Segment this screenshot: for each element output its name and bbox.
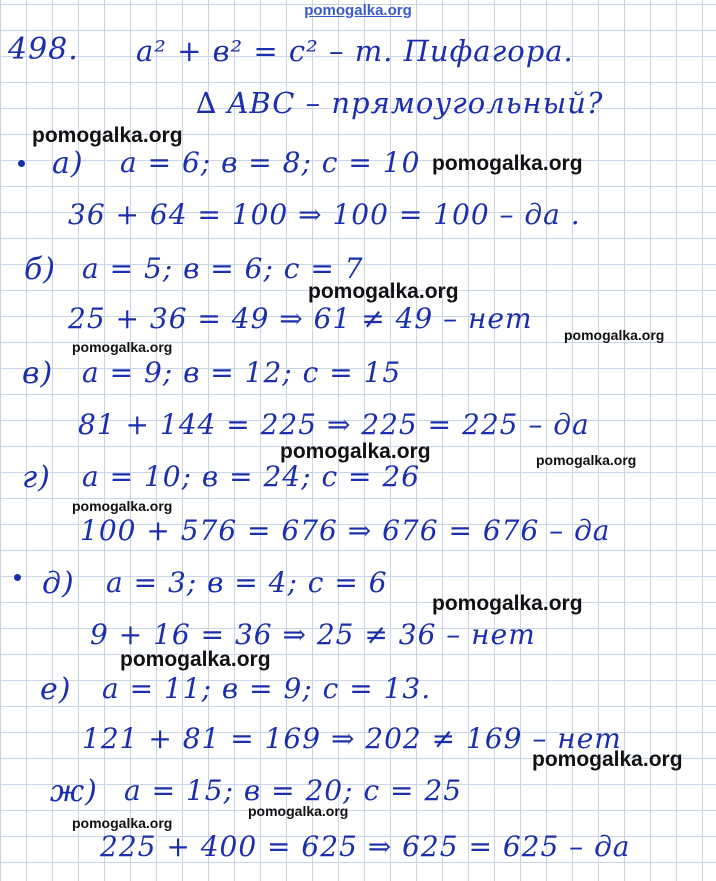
watermark: pomogalka.org <box>72 339 173 355</box>
watermark: pomogalka.org <box>72 815 173 831</box>
item-check: 121 + 81 = 169 ⇒ 202 ≠ 169 – нет <box>82 722 622 755</box>
item-given: a = 11; в = 9; c = 13. <box>102 672 432 705</box>
item-check: 100 + 576 = 676 ⇒ 676 = 676 – да <box>80 514 611 547</box>
item-label: г) <box>22 460 51 495</box>
margin-dot <box>18 160 25 167</box>
item-given: a = 15; в = 20; c = 25 <box>124 774 463 807</box>
watermark: pomogalka.org <box>72 498 173 514</box>
item-check: 25 + 36 = 49 ⇒ 61 ≠ 49 – нет <box>68 302 533 335</box>
watermark: pomogalka.org <box>432 592 583 615</box>
item-given: a = 10; в = 24; c = 26 <box>82 460 421 493</box>
item-label: е) <box>40 672 72 707</box>
site-watermark-top[interactable]: pomogalka.org <box>304 2 412 19</box>
watermark: pomogalka.org <box>32 124 183 147</box>
watermark: pomogalka.org <box>308 280 459 303</box>
watermark: pomogalka.org <box>536 452 637 468</box>
pythagoras-formula: a² + в² = c² – т. Пифагора. <box>136 34 574 68</box>
item-label: д) <box>42 566 75 601</box>
item-given: a = 9; в = 12; c = 15 <box>82 356 402 389</box>
exercise-number: 498. <box>8 32 79 67</box>
item-label: в) <box>22 356 54 391</box>
watermark: pomogalka.org <box>432 152 583 175</box>
watermark: pomogalka.org <box>532 748 683 771</box>
watermark: pomogalka.org <box>120 648 271 671</box>
watermark: pomogalka.org <box>248 803 349 819</box>
item-label: б) <box>24 252 57 287</box>
question-line: ∆ ABC – прямоугольный? <box>196 86 604 120</box>
item-check: 81 + 144 = 225 ⇒ 225 = 225 – да <box>78 408 590 441</box>
item-label: ж) <box>50 774 98 809</box>
item-label: а) <box>52 146 84 181</box>
item-given: a = 3; в = 4; c = 6 <box>106 566 388 599</box>
item-given: a = 6; в = 8; c = 10 <box>120 146 421 179</box>
margin-dot <box>14 574 21 581</box>
item-check: 225 + 400 = 625 ⇒ 625 = 625 – да <box>100 830 631 863</box>
item-check: 36 + 64 = 100 ⇒ 100 = 100 – да . <box>68 198 581 231</box>
item-given: a = 5; в = 6; c = 7 <box>82 252 364 285</box>
watermark: pomogalka.org <box>280 440 431 463</box>
item-check: 9 + 16 = 36 ⇒ 25 ≠ 36 – нет <box>90 618 536 651</box>
watermark: pomogalka.org <box>564 327 665 343</box>
